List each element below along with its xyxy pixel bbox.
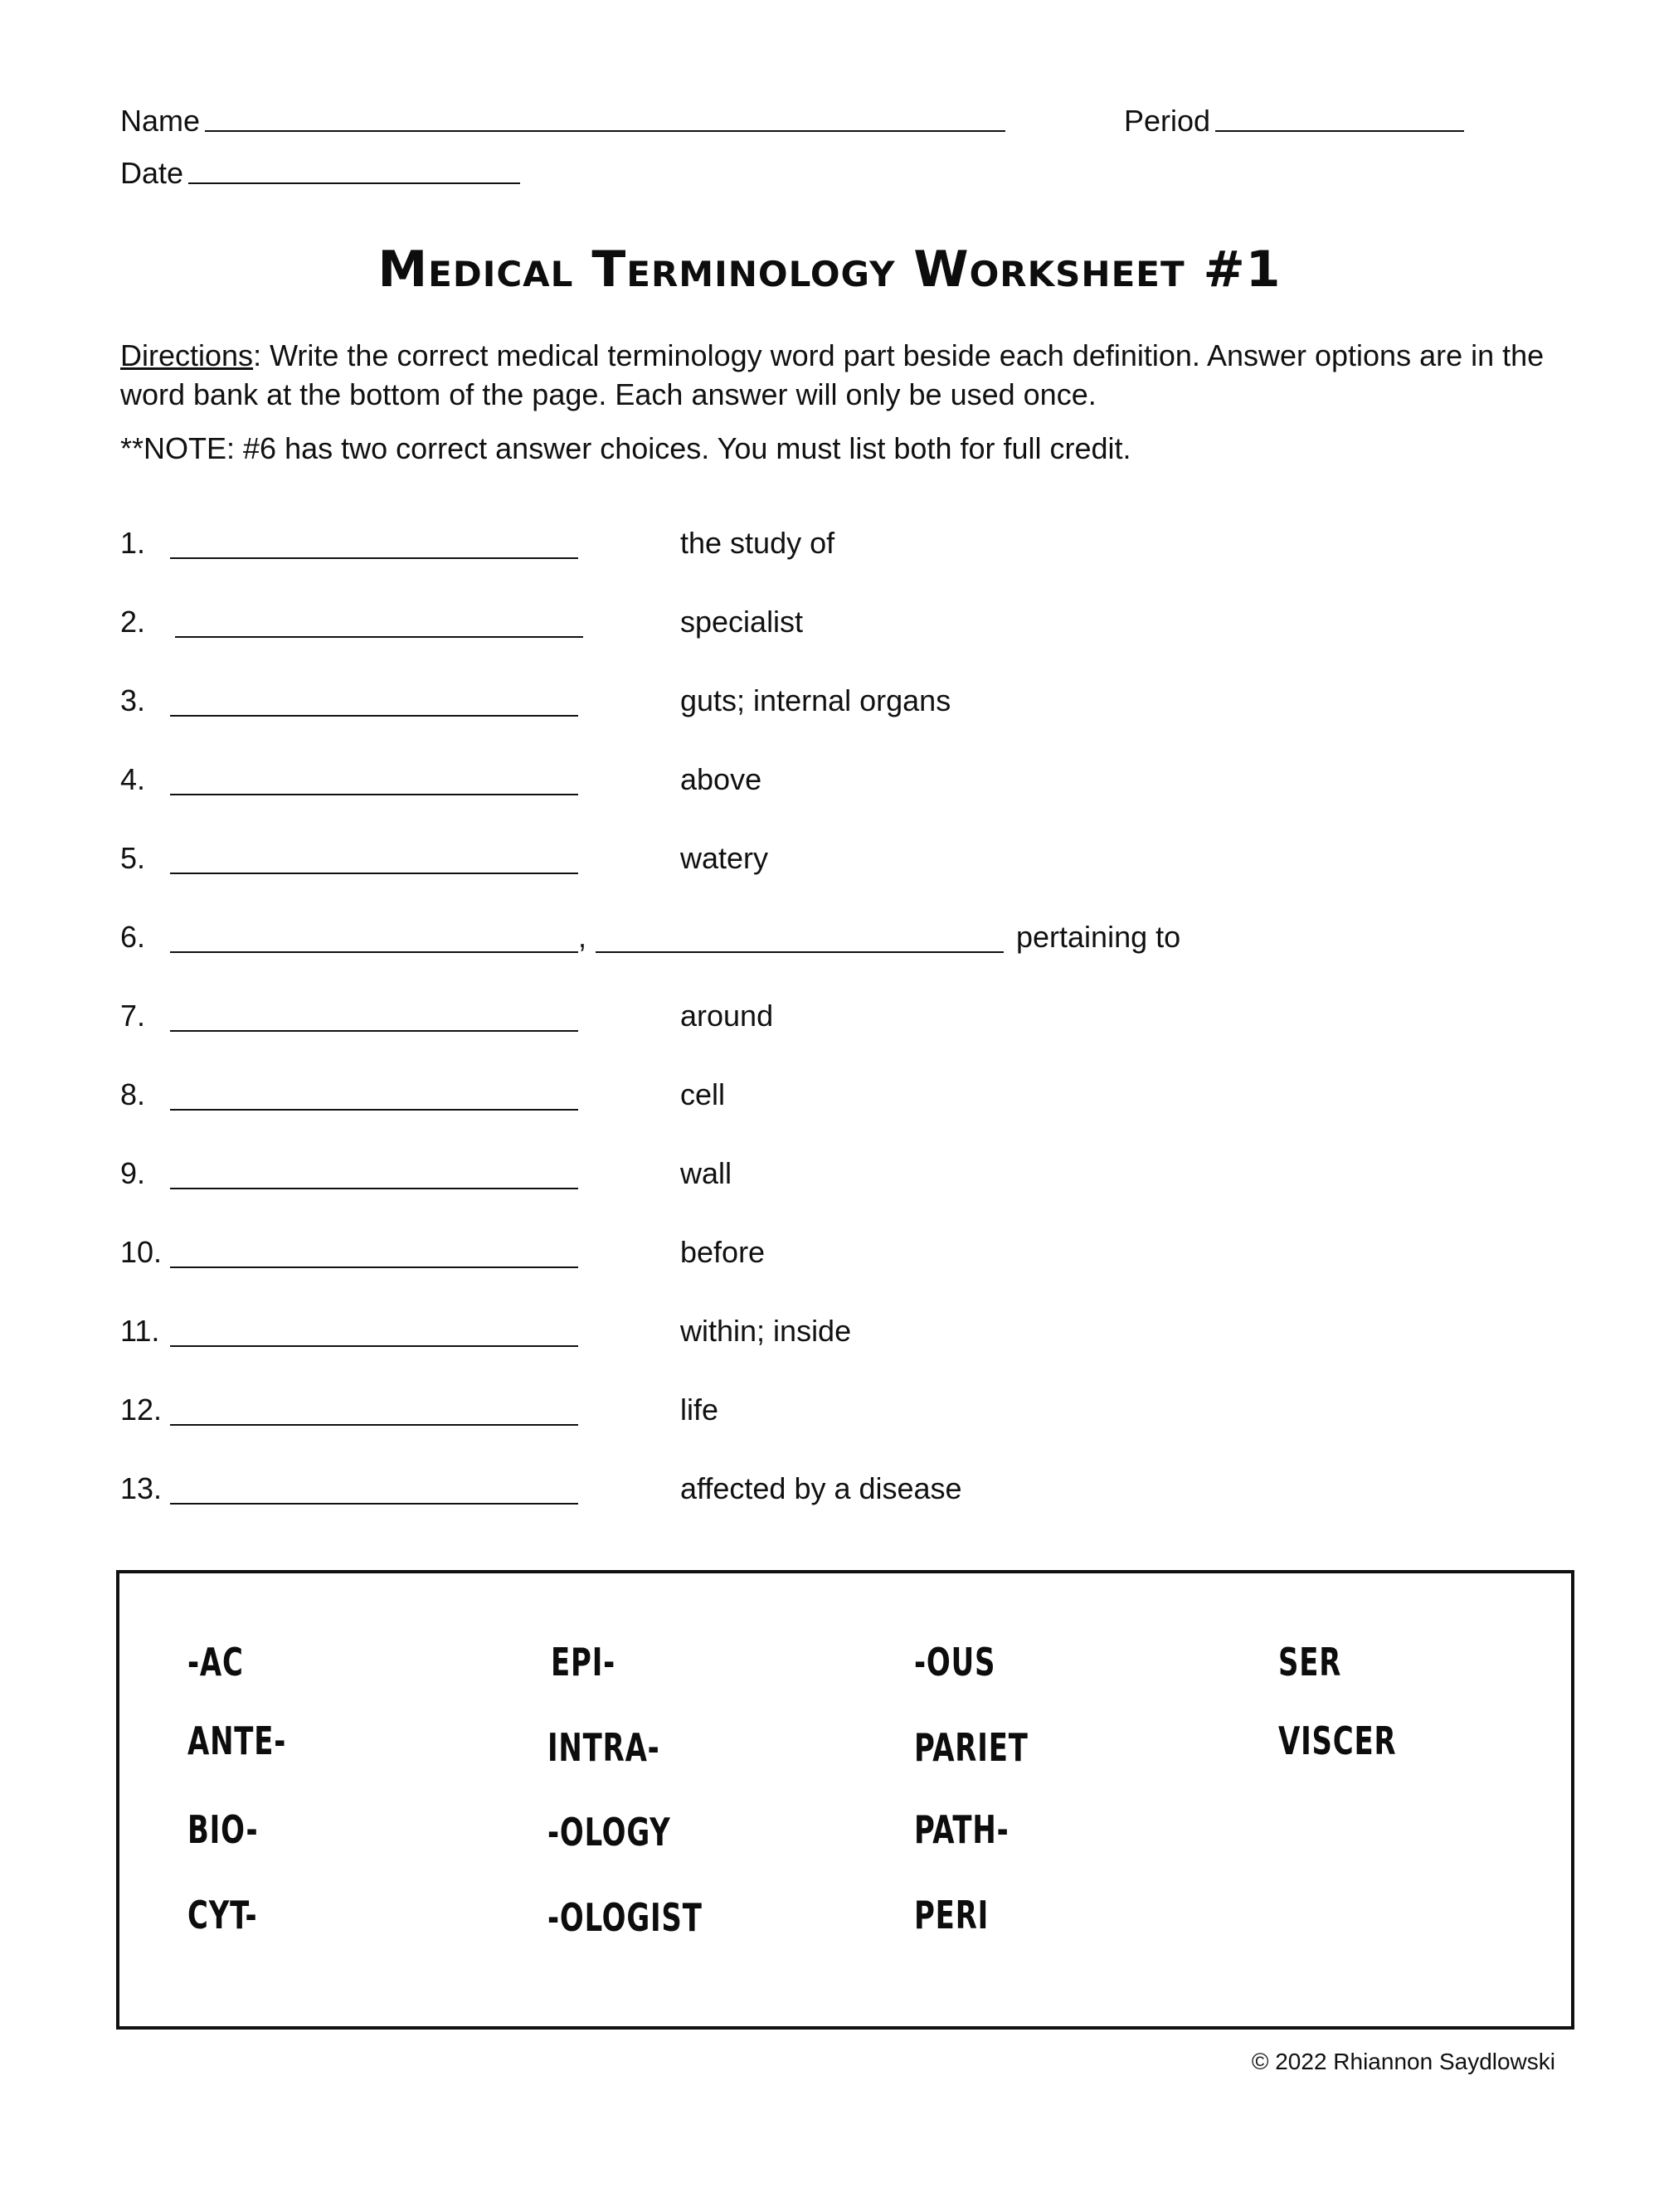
- answer-blank[interactable]: [170, 557, 578, 559]
- date-blank: [188, 182, 520, 184]
- answer-blank[interactable]: [170, 1109, 578, 1111]
- answer-blank[interactable]: [170, 1345, 578, 1347]
- question-number: 13.: [120, 1471, 163, 1505]
- definition: cell: [680, 1077, 726, 1111]
- period-label: Period: [1124, 104, 1211, 138]
- question-number: 2.: [120, 605, 146, 639]
- answer-blank[interactable]: [170, 951, 578, 953]
- copyright: © 2022 Rhiannon Saydlowski: [1251, 2049, 1555, 2074]
- name-blank: [205, 130, 1005, 132]
- name-line: [120, 104, 1005, 139]
- bank-word: PARIET: [914, 1725, 1029, 1770]
- bank-word: -OLOGY: [547, 1810, 671, 1855]
- question-row: [120, 1312, 1530, 1354]
- answer-separator: ,: [578, 920, 587, 954]
- period-line: [1124, 104, 1464, 139]
- question-number: 1.: [120, 526, 146, 560]
- definition: wall: [680, 1156, 732, 1190]
- bank-word: VISCER: [1278, 1719, 1397, 1763]
- bank-word: ANTE-: [187, 1719, 287, 1763]
- answer-blank[interactable]: [170, 1188, 578, 1189]
- note: **NOTE: #6 has two correct answer choices. You must list both for full credit.: [120, 431, 1131, 465]
- question-row: [120, 682, 1530, 723]
- bank-word: -OLOGIST: [547, 1895, 703, 1940]
- period-blank: [1215, 130, 1464, 132]
- definition: life: [680, 1393, 719, 1427]
- question-number: 6.: [120, 920, 146, 954]
- question-row: [120, 839, 1530, 881]
- name-label: Name: [120, 104, 201, 138]
- definition: watery: [680, 841, 769, 875]
- question-number: 12.: [120, 1393, 163, 1427]
- bank-word: -OUS: [914, 1640, 996, 1685]
- definition: pertaining to: [1016, 920, 1181, 954]
- definition: the study of: [680, 526, 835, 560]
- question-row: [120, 1470, 1530, 1511]
- bank-word: INTRA-: [547, 1725, 660, 1770]
- answer-blank[interactable]: [170, 1503, 578, 1505]
- question-row: [120, 761, 1530, 802]
- answer-blank[interactable]: [170, 1030, 578, 1032]
- date-line: [120, 156, 520, 191]
- question-number: 7.: [120, 999, 146, 1033]
- question-number: 10.: [120, 1235, 163, 1269]
- page-title: Medical Terminology Worksheet #1: [377, 241, 1282, 299]
- definition: specialist: [680, 605, 804, 639]
- definition: above: [680, 762, 762, 796]
- directions-text: : Write the correct medical terminology word part beside each definition. Answer options are in the word bank at the bottom of the page. Each answer will only be used once.: [120, 338, 1545, 411]
- answer-blank[interactable]: [170, 1266, 578, 1268]
- answer-blank-second[interactable]: [596, 951, 1004, 953]
- bank-word: PERI: [914, 1893, 990, 1937]
- answer-blank[interactable]: [170, 1424, 578, 1426]
- question-row: [120, 997, 1530, 1038]
- question-row: [120, 918, 1530, 960]
- bank-word: PATH-: [914, 1807, 1010, 1852]
- question-row: [120, 1155, 1530, 1196]
- bank-word: -AC: [187, 1640, 244, 1685]
- bank-word: SER: [1278, 1640, 1342, 1685]
- question-number: 3.: [120, 683, 146, 717]
- directions-label: Directions: [120, 338, 254, 372]
- definition: affected by a disease: [680, 1471, 962, 1505]
- answer-blank[interactable]: [170, 794, 578, 795]
- answer-blank[interactable]: [170, 873, 578, 874]
- bank-word: BIO-: [187, 1807, 259, 1852]
- question-row: [120, 1076, 1530, 1117]
- question-row: [120, 603, 1530, 644]
- question-number: 4.: [120, 762, 146, 796]
- answer-blank[interactable]: [175, 636, 583, 638]
- question-row: [120, 1391, 1530, 1432]
- answer-blank[interactable]: [170, 715, 578, 717]
- definition: guts; internal organs: [680, 683, 951, 717]
- word-bank: [116, 1570, 1574, 2030]
- definition: around: [680, 999, 774, 1033]
- definition: before: [680, 1235, 766, 1269]
- question-number: 11.: [120, 1314, 160, 1348]
- question-number: 9.: [120, 1156, 146, 1190]
- question-row: [120, 1233, 1530, 1275]
- directions: [120, 336, 1555, 414]
- question-number: 5.: [120, 841, 146, 875]
- date-label: Date: [120, 156, 184, 190]
- bank-word: EPI-: [551, 1640, 616, 1685]
- question-row: [120, 524, 1530, 566]
- bank-word: CYT-: [187, 1893, 258, 1937]
- question-number: 8.: [120, 1077, 146, 1111]
- definition: within; inside: [680, 1314, 852, 1348]
